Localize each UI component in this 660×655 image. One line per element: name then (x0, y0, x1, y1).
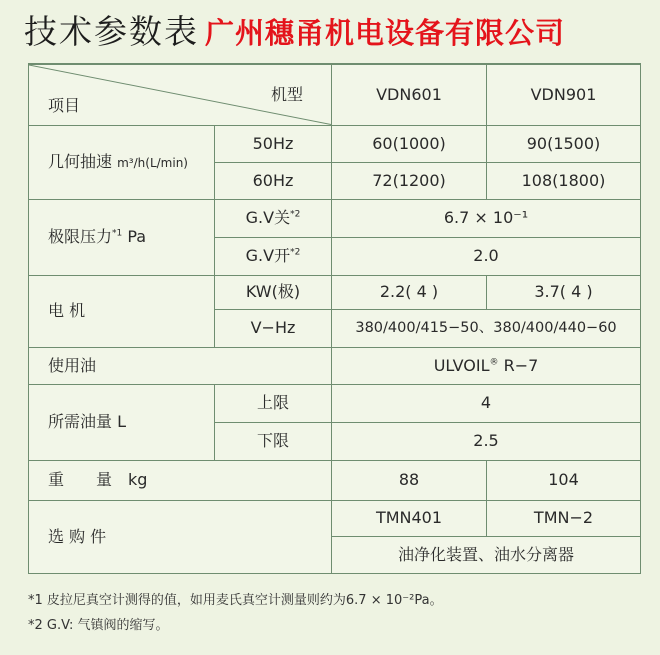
displacement-unit: m³/h(L/min) (117, 156, 188, 170)
note-mark: *2 (290, 247, 301, 258)
company-name: 广州穗甬机电设备有限公司 (205, 16, 566, 50)
model-label: 机型 (270, 85, 303, 104)
value-cell: 72(1200) (332, 162, 487, 199)
header-diagonal-cell (29, 64, 332, 125)
item-label: 项目 (48, 95, 81, 115)
value-cell: 6.7 × 10⁻¹ (332, 199, 641, 237)
oil-amount-label: 所需油量 L (29, 384, 215, 460)
table-row (29, 384, 641, 422)
value-cell: 60(1000) (332, 125, 487, 162)
condition-label: G.V开 (245, 246, 291, 265)
table-row (29, 125, 641, 162)
displacement-label: 几何抽速 (48, 152, 113, 171)
model-header-2: VDN901 (487, 64, 641, 125)
page-title: 技术参数表 (24, 12, 199, 51)
value-cell: 4 (332, 384, 641, 422)
model-header-1: VDN601 (332, 64, 487, 125)
value-cell: 108(1800) (487, 162, 641, 199)
note-mark: *1 (112, 228, 123, 239)
oil-label: 使用油 (29, 347, 332, 384)
voltage-value-cell: 380/400/415−50、380/400/440−60 (332, 309, 641, 347)
table-row (29, 199, 641, 237)
page-header (24, 6, 565, 52)
value-cell: TMN401 (332, 500, 487, 536)
pressure-label-cell (29, 199, 215, 275)
value-cell: 104 (487, 460, 641, 500)
table-row (29, 275, 641, 309)
displacement-label-cell (29, 125, 215, 199)
limit-cell: 上限 (215, 384, 332, 422)
table-row (29, 500, 641, 536)
pressure-label: 极限压力 (48, 227, 113, 246)
options-label: 选 购 件 (29, 500, 332, 573)
value-cell: 90(1500) (487, 125, 641, 162)
condition-cell (215, 237, 332, 275)
note-mark: *2 (290, 209, 301, 220)
oil-value-cell (332, 347, 641, 384)
value-cell: TMN−2 (487, 500, 641, 536)
value-cell: 2.0 (332, 237, 641, 275)
limit-cell: 下限 (215, 422, 332, 460)
pressure-unit: Pa (127, 227, 147, 246)
spec-table (28, 63, 641, 574)
frequency-cell: 50Hz (215, 125, 332, 162)
weight-label: 重 量 (48, 470, 113, 489)
frequency-cell: 60Hz (215, 162, 332, 199)
oil-brand: ULVOIL (433, 355, 490, 375)
condition-cell (215, 199, 332, 237)
table-header-row (29, 64, 641, 125)
oil-grade: R−7 (498, 355, 539, 375)
value-cell: 3.7( 4 ) (487, 275, 641, 309)
table-row (29, 460, 641, 500)
condition-label: G.V关 (245, 208, 291, 227)
footnotes (28, 594, 443, 644)
motor-label: 电 机 (29, 275, 215, 347)
weight-label-cell (29, 460, 332, 500)
param-cell: V−Hz (215, 309, 332, 347)
param-cell: KW(极) (215, 275, 332, 309)
value-cell: 2.5 (332, 422, 641, 460)
options-shared-cell: 油净化装置、油水分离器 (332, 536, 641, 573)
value-cell: 2.2( 4 ) (332, 275, 487, 309)
footnote-2: *2 G.V: 气镇阀的缩写。 (28, 618, 169, 633)
weight-unit: kg (128, 470, 148, 489)
footnote-1: *1 皮拉尼真空计测得的值，如用麦氏真空计测量则约为6.7 × 10⁻²Pa。 (28, 593, 443, 608)
table-row (29, 347, 641, 384)
registered-mark: ® (489, 357, 499, 368)
value-cell: 88 (332, 460, 487, 500)
